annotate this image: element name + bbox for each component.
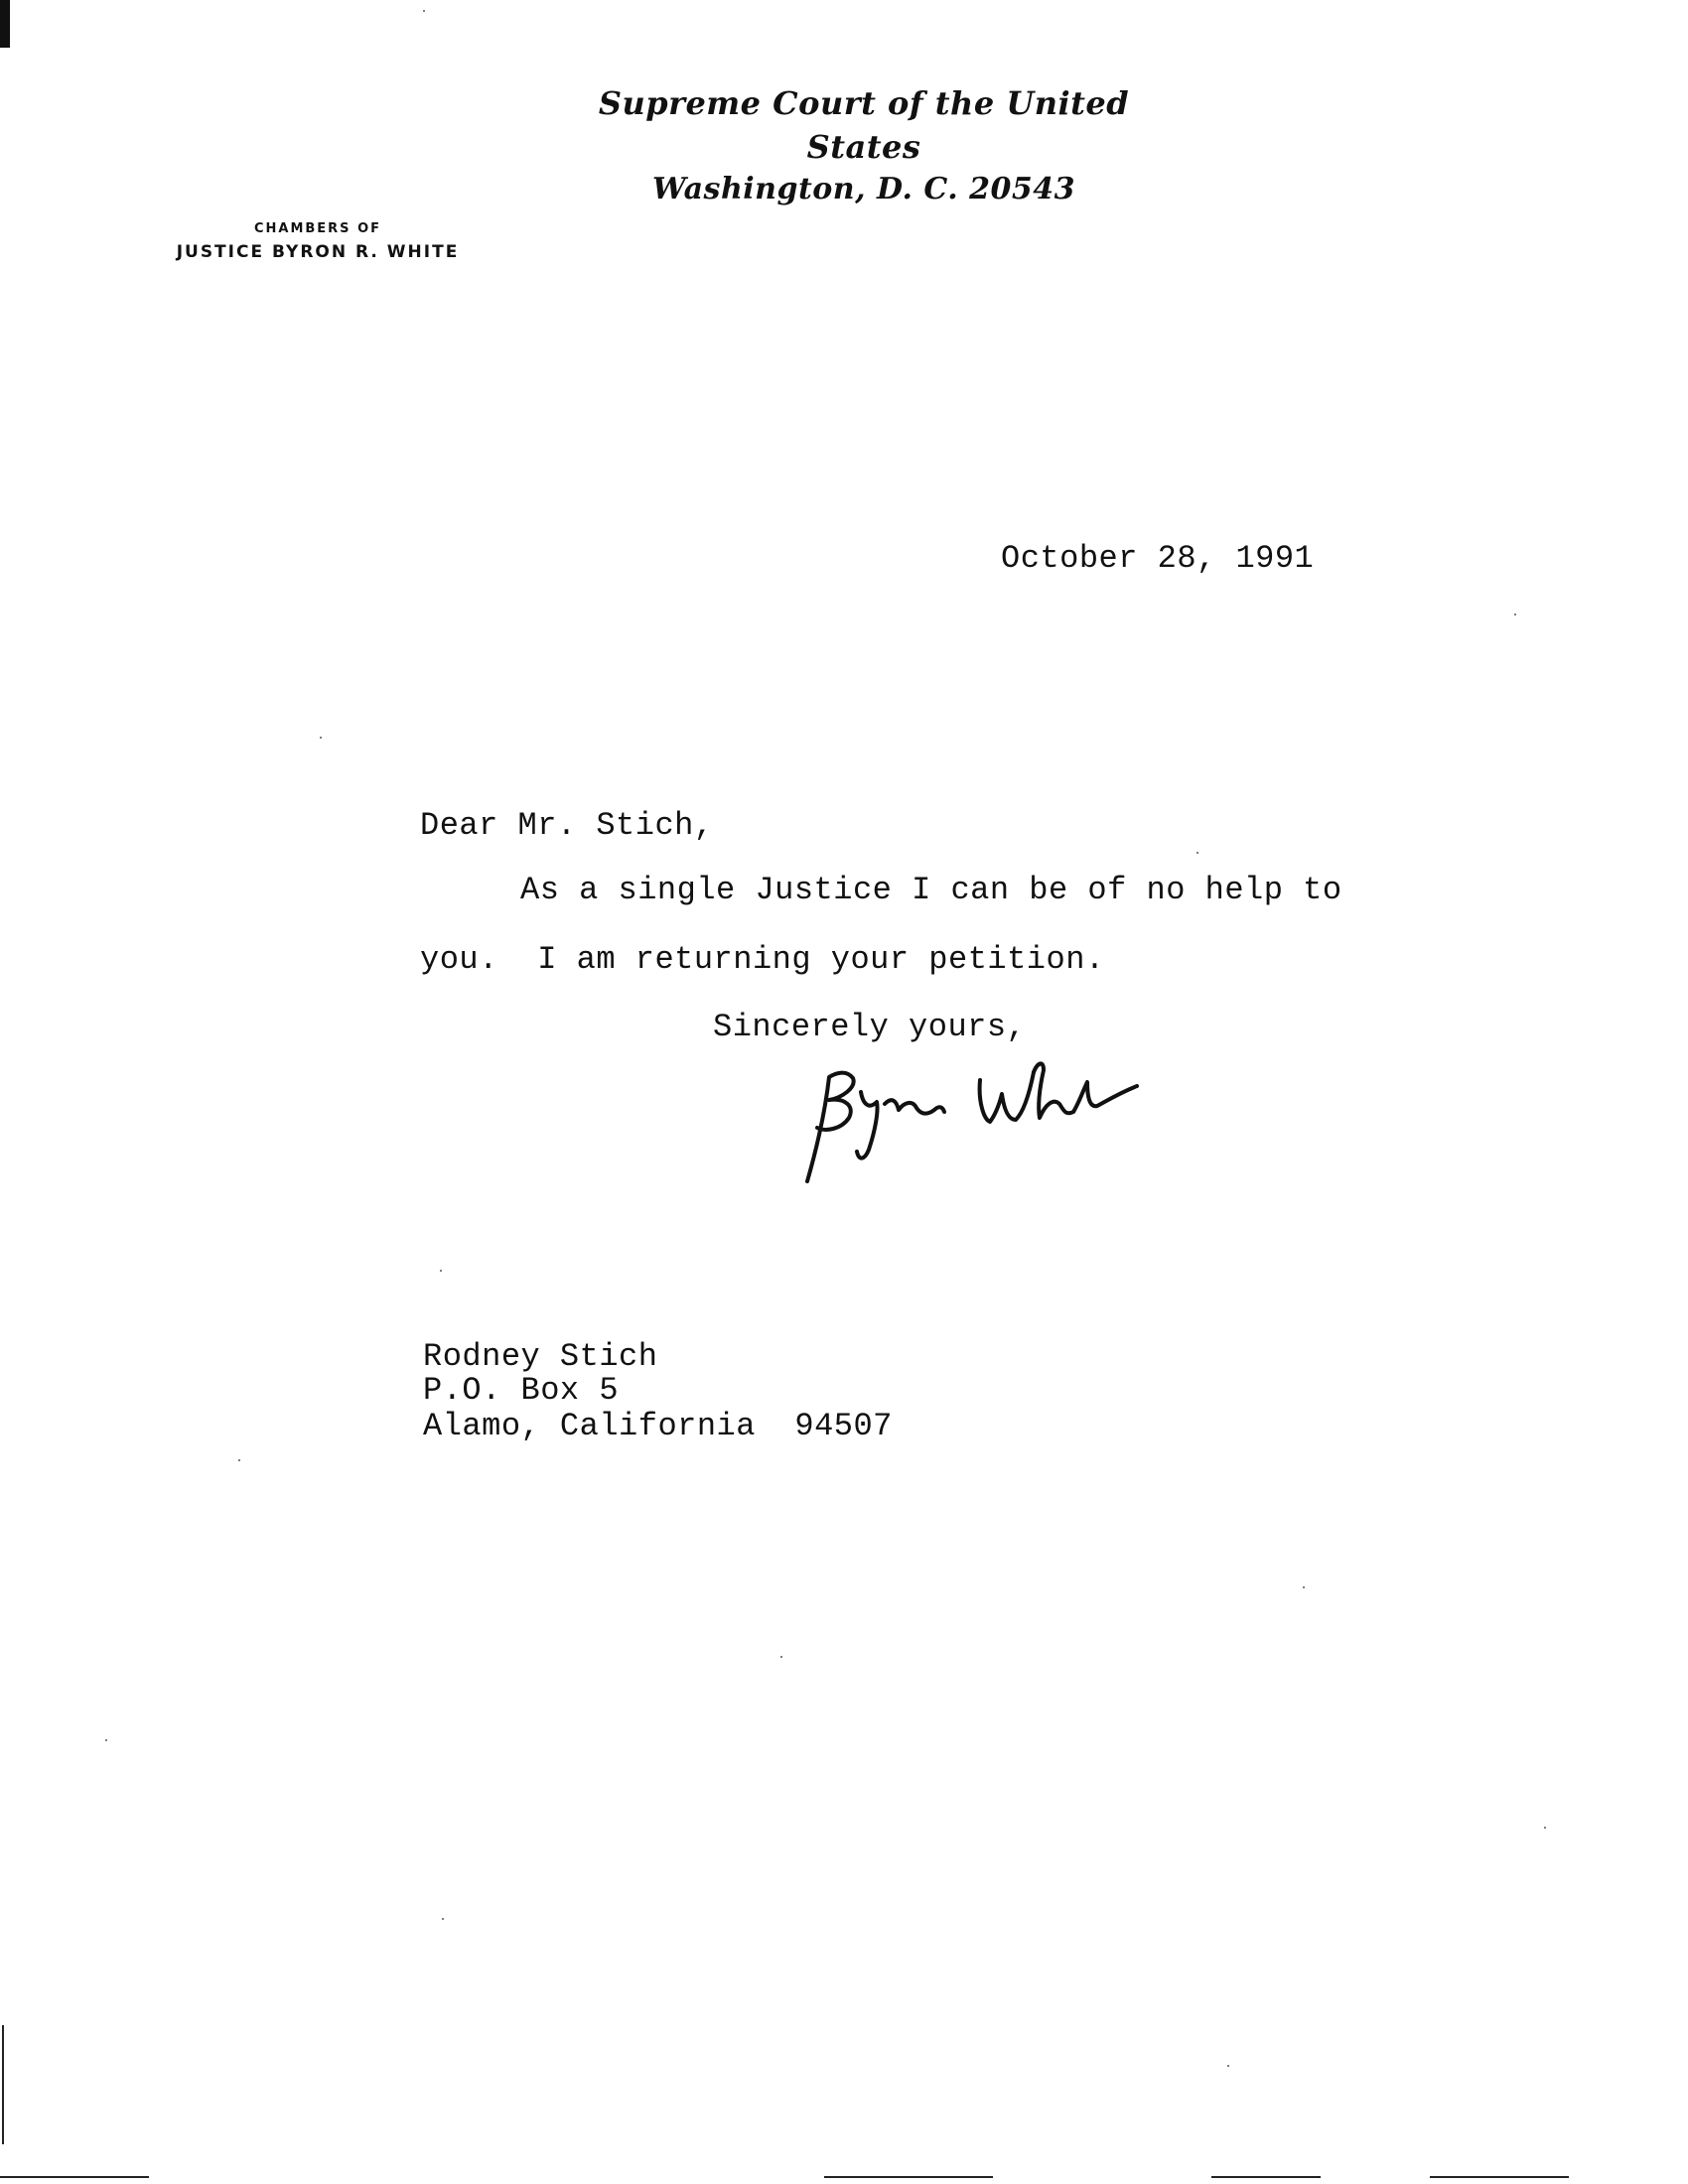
scan-speck: [780, 1656, 782, 1658]
scan-speck: [442, 1918, 444, 1920]
letterhead-court-name: Supreme Court of the United States: [598, 84, 1130, 166]
bottom-scan-line: [1430, 2176, 1569, 2178]
bottom-scan-line: [824, 2176, 993, 2178]
chambers-label: CHAMBERS OF: [253, 221, 382, 236]
scan-speck: [1303, 1586, 1305, 1588]
scan-speck: [238, 1459, 240, 1461]
bottom-scan-line: [0, 2176, 149, 2178]
letter-date: October 28, 1991: [1001, 540, 1315, 577]
left-scan-line: [2, 2025, 4, 2144]
recipient-city-line: Alamo, California 94507: [423, 1408, 893, 1444]
salutation: Dear Mr. Stich,: [420, 807, 714, 844]
scan-speck: [1227, 2065, 1229, 2067]
body-line-1: As a single Justice I can be of no help to: [520, 872, 1342, 908]
recipient-po-box: P.O. Box 5: [423, 1372, 620, 1409]
bottom-scan-line: [1211, 2176, 1321, 2178]
scan-speck: [1514, 614, 1516, 615]
scan-speck: [440, 1270, 442, 1272]
chambers-block: [149, 218, 487, 264]
closing: Sincerely yours,: [713, 1009, 1027, 1045]
letterhead: [556, 81, 1172, 210]
handwritten-signature: [789, 1032, 1167, 1201]
scan-speck: [423, 10, 425, 12]
letterhead-address: Washington, D. C. 20543: [652, 172, 1075, 206]
scan-speck: [1544, 1827, 1546, 1829]
recipient-name: Rodney Stich: [423, 1338, 658, 1375]
scan-edge-mark: [0, 0, 10, 48]
justice-name: JUSTICE BYRON R. WHITE: [176, 242, 460, 262]
scan-speck: [105, 1739, 107, 1741]
scan-speck: [1196, 852, 1198, 854]
scan-speck: [320, 737, 322, 739]
body-line-2: you. I am returning your petition.: [420, 941, 1105, 978]
